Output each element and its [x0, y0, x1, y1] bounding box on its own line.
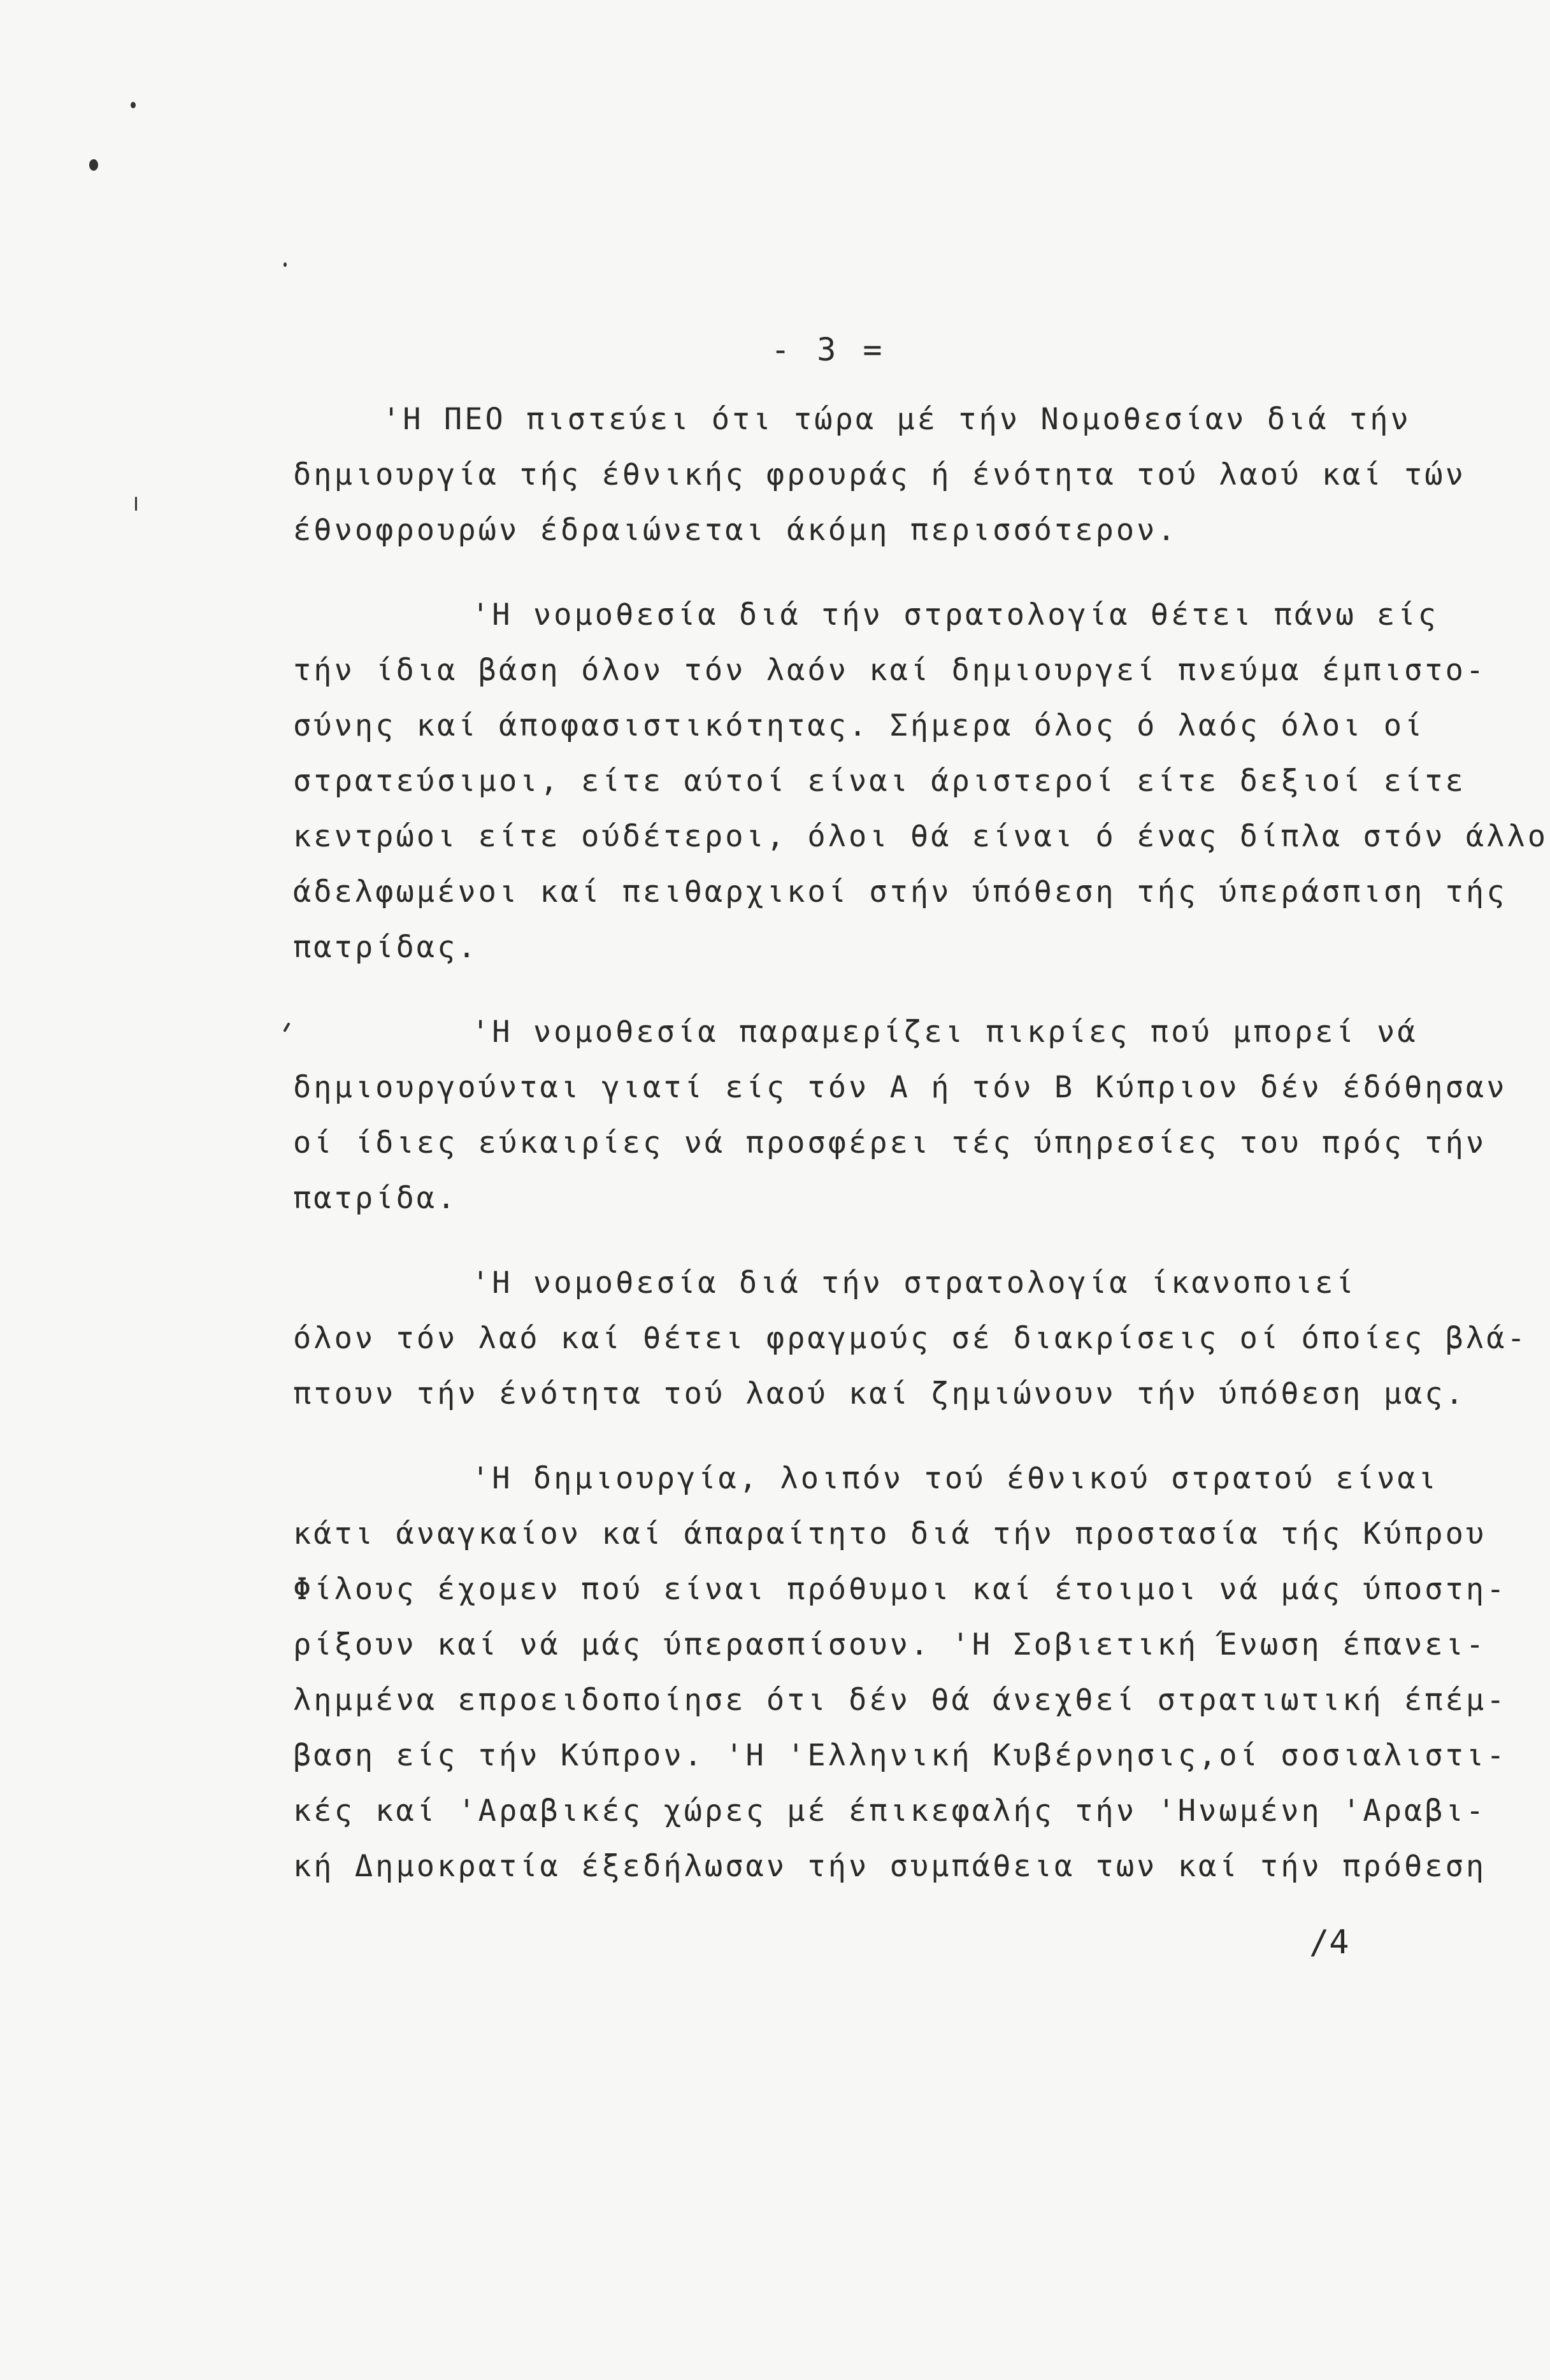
text-line: 'Η νομοθεσία παραμερίζει πικρίες πού μπορεί νά: [471, 1015, 1418, 1050]
paragraph-1: [293, 392, 1503, 558]
text-line: στρατεύσιμοι, είτε αύτοί είναι άριστεροί είτε δεξιοί είτε: [293, 764, 1466, 799]
text-line: άδελφωμένοι καί πειθαρχικοί στήν ύπόθεση τής ύπεράσπιση τής: [293, 874, 1507, 909]
text-line: βαση είς τήν Κύπρον. 'Η 'Ελληνική Κυβέρνησις,οί σοσιαλιστι-: [293, 1738, 1507, 1773]
continuation-marker: /4: [1309, 1923, 1349, 1962]
text-line: οί ίδιες εύκαιρίες νά προσφέρει τές ύπηρεσίες του πρός τήν: [293, 1125, 1487, 1160]
text-line: Φίλους έχομεν πού είναι πρόθυμοι καί έτοιμοι νά μάς ύποστη-: [293, 1572, 1507, 1607]
text-line: όλον τόν λαό καί θέτει φραγμούς σέ διακρίσεις οί όποίες βλά-: [293, 1321, 1528, 1356]
scan-speck: [135, 497, 137, 511]
text-line: πατρίδα.: [293, 1181, 458, 1216]
text-line: 'Η ΠΕΟ πιστεύει ότι τώρα μέ τήν Νομοθεσίαν διά τήν: [382, 402, 1411, 437]
text-line: 'Η νομοθεσία διά τήν στρατολογία ίκανοποιεί: [471, 1265, 1356, 1300]
text-line: 'Η νομοθεσία διά τήν στρατολογία θέτει πάνω είς: [471, 597, 1439, 632]
text-line: πατρίδας.: [293, 930, 478, 965]
text-line: τήν ίδια βάση όλον τόν λαόν καί δημιουργεί πνεύμα έμπιστο-: [293, 653, 1487, 688]
text-line: κή Δημοκρατία έξεδήλωσαν τήν συμπάθεια των καί τήν πρόθεση: [293, 1849, 1487, 1884]
text-line: δημιουργία τής έθνικής φρουράς ή ένότητα τού λαού καί τών: [293, 457, 1466, 492]
text-line: κές καί 'Αραβικές χώρες μέ έπικεφαλής τήν 'Ηνωμένη 'Αραβι-: [293, 1793, 1487, 1828]
text-line: πτουν τήν ένότητα τού λαού καί ζημιώνουν τήν ύπόθεση μας.: [293, 1376, 1466, 1411]
text-line: δημιουργούνται γιατί είς τόν Α ή τόν Β Κύπριον δέν έδόθησαν: [293, 1070, 1507, 1105]
text-line: λημμένα επροειδοποίησε ότι δέν θά άνεχθεί στρατιωτική έπέμ-: [293, 1683, 1507, 1718]
scan-speck: [283, 262, 287, 267]
body-text: [293, 392, 1549, 1923]
paragraph-5: [293, 1451, 1507, 1894]
text-line: ρίξουν καί νά μάς ύπερασπίσουν. 'Η Σοβιετική Ένωση έπανει-: [293, 1627, 1487, 1662]
scan-speck: [89, 159, 98, 171]
paragraph-2: [293, 587, 1549, 975]
text-line: κάτι άναγκαίον καί άπαραίτητο διά τήν προστασία τής Κύπρου: [293, 1516, 1487, 1551]
text-line: κεντρώοι είτε ούδέτεροι, όλοι θά είναι ό ένας δίπλα στόν άλλο: [293, 819, 1549, 854]
text-line: 'Η δημιουργία, λοιπόν τού έθνικού στρατού είναι: [471, 1461, 1439, 1496]
page-number: - 3 =: [771, 331, 886, 368]
paragraph-3: [293, 1004, 1507, 1226]
scan-speck: [283, 1022, 290, 1032]
text-line: σύνης καί άποφασιστικότητας. Σήμερα όλος ό λαός όλοι οί: [293, 708, 1425, 743]
scan-speck: [131, 102, 136, 108]
paragraph-4: [293, 1255, 1528, 1422]
text-line: έθνοφρουρών έδραιώνεται άκόμη περισσότερον.: [293, 513, 1178, 548]
